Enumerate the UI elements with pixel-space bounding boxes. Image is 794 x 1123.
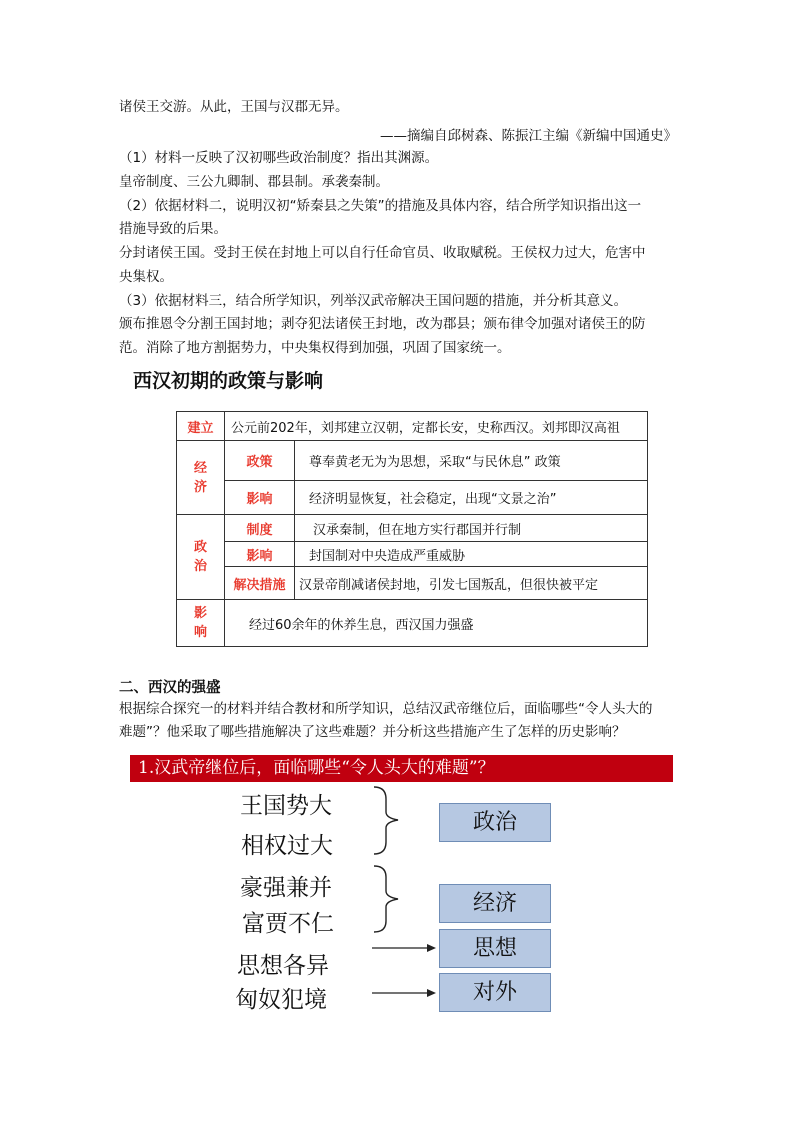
economy-policy-text: 尊奉黄老无为为思想，采取“与民休息” 政策 <box>295 441 648 481</box>
politics-system-text: 汉承秦制，但在地方实行郡国并行制 <box>295 515 648 542</box>
answer-2-cont: 央集权。 <box>119 269 173 285</box>
economy-impact-label: 影响 <box>225 481 295 515</box>
problem-unscrupulous-merchants: 富贾不仁 <box>242 911 334 937</box>
establish-text: 公元前202年，刘邦建立汉朝，定都长安，史称西汉。刘邦即汉高祖 <box>225 412 648 441</box>
brace-politics-icon <box>374 787 398 854</box>
question-2: （2）依据材料二，说明汉初“矫秦县之失策”的措施及具体内容，结合所学知识指出这一 <box>119 198 642 214</box>
answer-3-cont: 范。消除了地方割据势力，中央集权得到加强，巩固了国家统一。 <box>119 340 511 356</box>
question-3: （3）依据材料三，结合所学知识，列举汉武帝解决王国问题的措施，并分析其意义。 <box>119 293 628 309</box>
row-label-politics: 政治 <box>177 515 225 600</box>
politics-solution-label: 解决措施 <box>225 567 295 600</box>
problem-land-annexation: 豪强兼并 <box>240 875 332 901</box>
politics-system-label: 制度 <box>225 515 295 542</box>
problem-kingdom-power: 王国势大 <box>240 793 332 819</box>
row-label-establish: 建立 <box>177 412 225 441</box>
intro-text: 诸侯王交游。从此，王国与汉郡无异。 <box>119 99 349 115</box>
answer-2: 分封诸侯王国。受封王侯在封地上可以自行任命官员、收取赋税。王侯权力过大，危害中 <box>119 245 646 261</box>
row-label-economy: 经济 <box>177 441 225 515</box>
question-1: （1）材料一反映了汉初哪些政治制度？指出其渊源。 <box>119 150 439 166</box>
category-thought: 思想 <box>439 929 551 968</box>
politics-solution-text: 汉景帝削减诸侯封地，引发七国叛乱，但很快被平定 <box>295 567 648 600</box>
category-politics: 政治 <box>439 803 551 842</box>
answer-3: 颁布推恩令分割王国封地；剥夺犯法诸侯王封地，改为郡县；颁布律令加强对诸侯王的防 <box>119 316 646 332</box>
question-2-cont: 措施导致的后果。 <box>119 221 227 237</box>
category-economy: 经济 <box>439 884 551 923</box>
influence-text: 经过60余年的休养生息，西汉国力强盛 <box>225 600 648 647</box>
politics-impact-text: 封国制对中央造成严重威胁 <box>295 542 648 567</box>
question-banner: 1.汉武帝继位后，面临哪些“令人头大的难题”？ <box>130 755 673 782</box>
source-citation: ——摘编自邱树森、陈振江主编《新编中国通史》 <box>380 128 677 144</box>
section-paragraph-cont: 难题”？他采取了哪些措施解决了这些难题？并分析这些措施产生了怎样的历史影响？ <box>119 724 626 740</box>
economy-impact-text: 经济明显恢复，社会稳定，出现“文景之治” <box>295 481 648 515</box>
problem-chancellor-power: 相权过大 <box>241 833 333 859</box>
brace-economy-icon <box>374 866 398 932</box>
problem-divergent-thoughts: 思想各异 <box>237 953 329 979</box>
section-heading: 二、西汉的强盛 <box>119 680 221 696</box>
table-title: 西汉初期的政策与影响 <box>133 370 324 392</box>
answer-1: 皇帝制度、三公九卿制、郡县制。承袭秦制。 <box>119 174 389 190</box>
politics-impact-label: 影响 <box>225 542 295 567</box>
economy-policy-label: 政策 <box>225 441 295 481</box>
row-label-influence: 影响 <box>177 600 225 647</box>
category-foreign: 对外 <box>439 973 551 1012</box>
problem-xiongnu-invasion: 匈奴犯境 <box>235 987 327 1013</box>
section-paragraph: 根据综合探究一的材料并结合教材和所学知识，总结汉武帝继位后，面临哪些“令人头大的 <box>119 701 653 717</box>
